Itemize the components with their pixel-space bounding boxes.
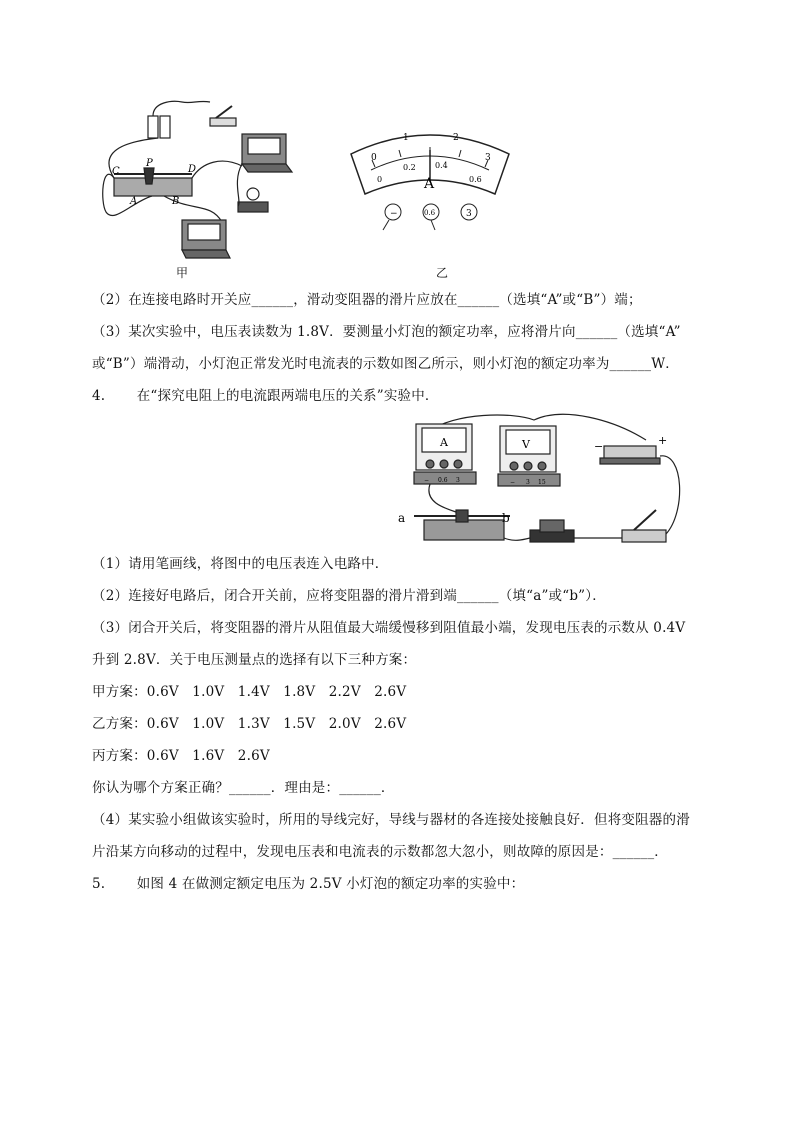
dial-unit-label: A <box>424 176 435 192</box>
q3-part3-line1: （3）某次实验中，电压表读数为 1.8V．要测量小灯泡的额定功率，应将滑片向______（选填“A” <box>92 324 681 340</box>
ammeter-dial-drawing <box>345 120 515 240</box>
dial-lower-tick-2: 0.4 <box>435 161 448 170</box>
circuit-q4-drawing <box>394 412 694 562</box>
rheostat-label-c: C <box>112 166 120 177</box>
plan-bing-line: 丙方案：0.6V 1.6V 2.6V <box>92 748 270 764</box>
battery-minus: − <box>594 440 604 453</box>
voltmeter-terminal-15: 15 <box>538 479 546 486</box>
q4-heading: 4. 在“探究电阻上的电流跟两端电压的关系”实验中． <box>92 388 439 404</box>
q5-heading: 5. 如图 4 在做测定额定电压为 2.5V 小灯泡的额定功率的实验中： <box>92 876 525 892</box>
q4-part1-line: （1）请用笔画线，将图中的电压表连入电路中． <box>92 556 389 572</box>
voltmeter-symbol: V <box>522 438 530 451</box>
q4-part4-line1: （4）某实验小组做该实验时，所用的导线完好，导线与器材的各连接处接触良好．但将变阻器的滑 <box>92 812 690 828</box>
voltmeter-terminal-3: 3 <box>526 479 530 486</box>
q4-part3-question-line: 你认为哪个方案正确？______．理由是：______． <box>92 780 395 796</box>
dial-upper-tick-1: 1 <box>403 133 409 143</box>
plan-jia-line: 甲方案：0.6V 1.0V 1.4V 1.8V 2.2V 2.6V <box>92 684 407 700</box>
dial-terminal-minus: − <box>390 209 398 219</box>
ammeter-terminal-0-6: 0.6 <box>438 477 448 484</box>
figure-circuit-jia <box>92 92 332 282</box>
dial-lower-tick-1: 0.2 <box>403 163 416 172</box>
dial-lower-tick-0: 0 <box>377 175 383 184</box>
figure-ammeter-dial <box>345 120 515 240</box>
ammeter-terminal-3: 3 <box>456 477 460 484</box>
dial-upper-tick-3: 3 <box>485 153 491 163</box>
terminal-a-label: a <box>398 511 406 525</box>
rheostat-label-p: P <box>146 158 153 169</box>
q4-part3-line1: （3）闭合开关后，将变阻器的滑片从阻值最大端缓慢移到阻值最小端，发现电压表的示数从 0.4V <box>92 620 686 636</box>
dial-upper-tick-0: 0 <box>371 153 377 163</box>
figure-circuit-q4 <box>394 412 694 562</box>
rheostat-label-b: B <box>172 196 180 207</box>
q4-part2-line: （2）连接好电路后，闭合开关前，应将变阻器的滑片滑到端______（填“a”或“b”）． <box>92 588 606 604</box>
dial-upper-tick-2: 2 <box>453 133 459 143</box>
voltmeter-terminal-minus: − <box>510 479 516 486</box>
battery-plus: + <box>658 434 668 447</box>
dial-terminal-0-6: 0.6 <box>424 209 436 217</box>
circuit-jia-drawing <box>92 92 332 282</box>
q4-part4-line2: 片沿某方向移动的过程中，发现电压表和电流表的示数都忽大忽小，则故障的原因是：______． <box>92 844 668 860</box>
q3-part3-line2: 或“B”）端滑动，小灯泡正常发光时电流表的示数如图乙所示，则小灯泡的额定功率为______W． <box>92 356 679 372</box>
q4-part3-line2: 升到 2.8V．关于电压测量点的选择有以下三种方案： <box>92 652 417 668</box>
plan-yi-line: 乙方案：0.6V 1.0V 1.3V 1.5V 2.0V 2.6V <box>92 716 407 732</box>
terminal-b-label: b <box>502 511 510 525</box>
rheostat-label-a: A <box>130 196 138 207</box>
ammeter-symbol: A <box>440 436 448 449</box>
dial-lower-tick-3: 0.6 <box>469 175 482 184</box>
ammeter-terminal-minus: − <box>424 477 430 484</box>
rheostat-label-d: D <box>188 164 197 175</box>
caption-jia: 甲 <box>176 266 189 280</box>
dial-terminal-3: 3 <box>466 209 472 219</box>
q3-part2-line: （2）在连接电路时开关应______，滑动变阻器的滑片应放在______（选填“A”或“B”）端； <box>92 292 642 308</box>
caption-yi: 乙 <box>436 266 449 280</box>
